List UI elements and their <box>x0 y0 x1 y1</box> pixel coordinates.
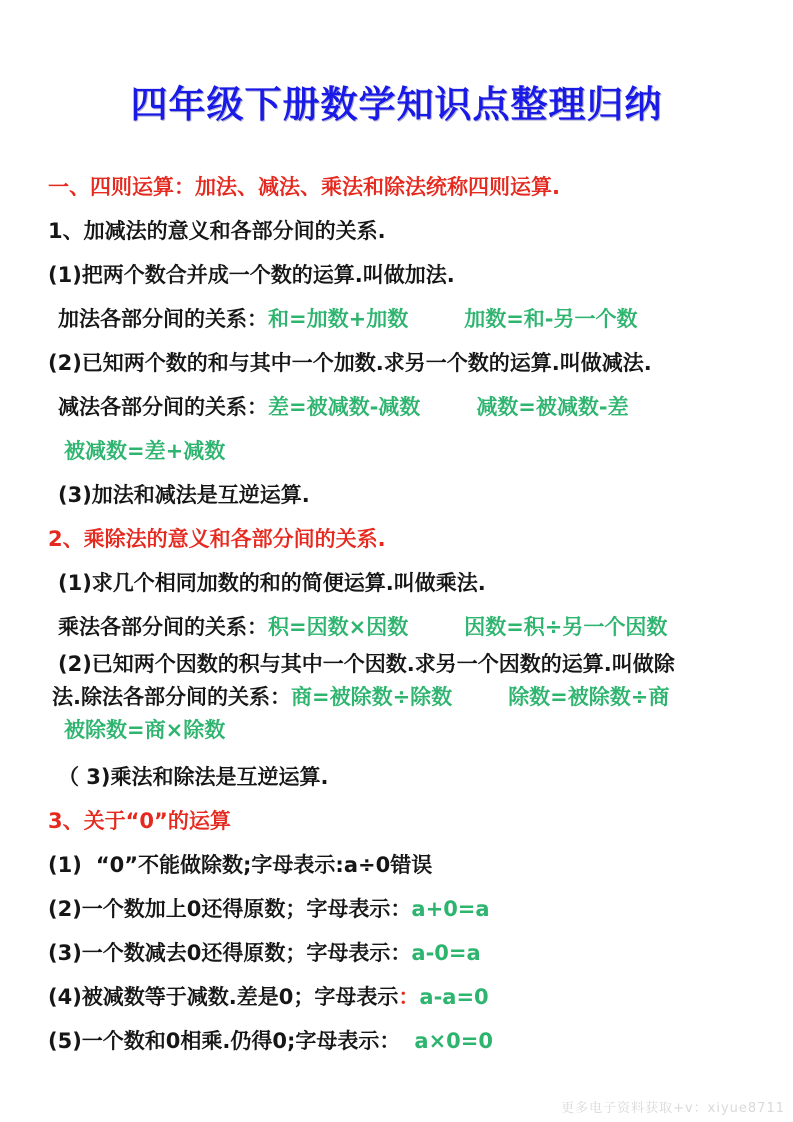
formula-text: 被减数=差+减数 <box>64 439 226 463</box>
text-line <box>48 528 757 551</box>
body-text: (1)把两个数合并成一个数的运算.叫做加法. <box>48 263 455 287</box>
body-text: (2)已知两个数的和与其中一个加数.求另一个数的运算.叫做减法. <box>48 351 652 375</box>
text-line <box>48 352 757 375</box>
heading-text: ： <box>398 985 420 1009</box>
formula-text: a-a=0 <box>419 985 489 1009</box>
text-line <box>48 810 757 833</box>
body-text: (2)一个数加上0还得原数；字母表示： <box>48 897 412 921</box>
text-line <box>64 719 757 742</box>
text-line <box>52 686 757 709</box>
formula-text: 除数=被除数÷商 <box>508 685 670 709</box>
formula-text: 积=因数×因数 <box>268 615 409 639</box>
body-text: 加法各部分间的关系： <box>58 307 268 331</box>
heading-text: 2、乘除法的意义和各部分间的关系. <box>48 527 386 551</box>
body-text: (2)已知两个因数的积与其中一个因数.求另一个因数的运算.叫做除 <box>58 652 675 676</box>
body-text: (3)加法和减法是互逆运算. <box>58 483 310 507</box>
text-line <box>48 854 757 877</box>
text-line <box>58 308 757 331</box>
text-line <box>48 264 757 287</box>
formula-text: a×0=0 <box>414 1029 493 1053</box>
text-line <box>48 176 757 199</box>
body-text: “0”不能做除数;字母表示:a÷0错误 <box>95 853 433 877</box>
formula-text: 差=被减数-减数 <box>268 395 421 419</box>
formula-text: 商=被除数÷除数 <box>290 685 453 709</box>
formula-text: 加数=和-另一个数 <box>464 307 638 331</box>
text-line <box>58 396 757 419</box>
formula-text: a+0=a <box>411 897 490 921</box>
formula-text: 因数=积÷另一个因数 <box>464 615 668 639</box>
body-text: 1、加减法的意义和各部分间的关系. <box>48 219 386 243</box>
document-body <box>0 176 793 1053</box>
body-text: 减法各部分间的关系： <box>58 395 268 419</box>
text-line <box>48 986 757 1009</box>
body-text: (4)被减数等于减数.差是0；字母表示 <box>48 985 399 1009</box>
text-line <box>48 220 757 243</box>
body-text: （ 3)乘法和除法是互逆运算. <box>58 765 329 789</box>
text-line <box>58 572 757 595</box>
body-text: (3)一个数减去0还得原数；字母表示： <box>48 941 412 965</box>
heading-text: 一、四则运算：加法、减法、乘法和除法统称四则运算. <box>48 175 560 199</box>
formula-text: a-0=a <box>411 941 481 965</box>
text-line <box>48 898 757 921</box>
formula-text: 和=加数+加数 <box>268 307 409 331</box>
heading-text: 3、关于“0”的运算 <box>48 809 231 833</box>
body-text: 法.除法各部分间的关系： <box>52 685 291 709</box>
text-line <box>58 653 757 676</box>
body-text: 乘法各部分间的关系： <box>58 615 268 639</box>
page-title: 四年级下册数学知识点整理归纳 <box>130 83 663 126</box>
formula-text: 减数=被减数-差 <box>476 395 629 419</box>
body-text: (5)一个数和0相乘.仍得0;字母表示： <box>48 1029 401 1053</box>
text-line <box>58 484 757 507</box>
text-line <box>58 766 757 789</box>
formula-text: 被除数=商×除数 <box>64 718 226 742</box>
body-text: (1) <box>48 853 82 877</box>
body-text: (1)求几个相同加数的和的简便运算.叫做乘法. <box>58 571 486 595</box>
text-line <box>64 440 757 463</box>
text-line <box>58 616 757 639</box>
text-line <box>48 942 757 965</box>
watermark: 更多电子资料获取+v：xiyue8711 <box>561 1101 785 1116</box>
text-line <box>48 1030 757 1053</box>
